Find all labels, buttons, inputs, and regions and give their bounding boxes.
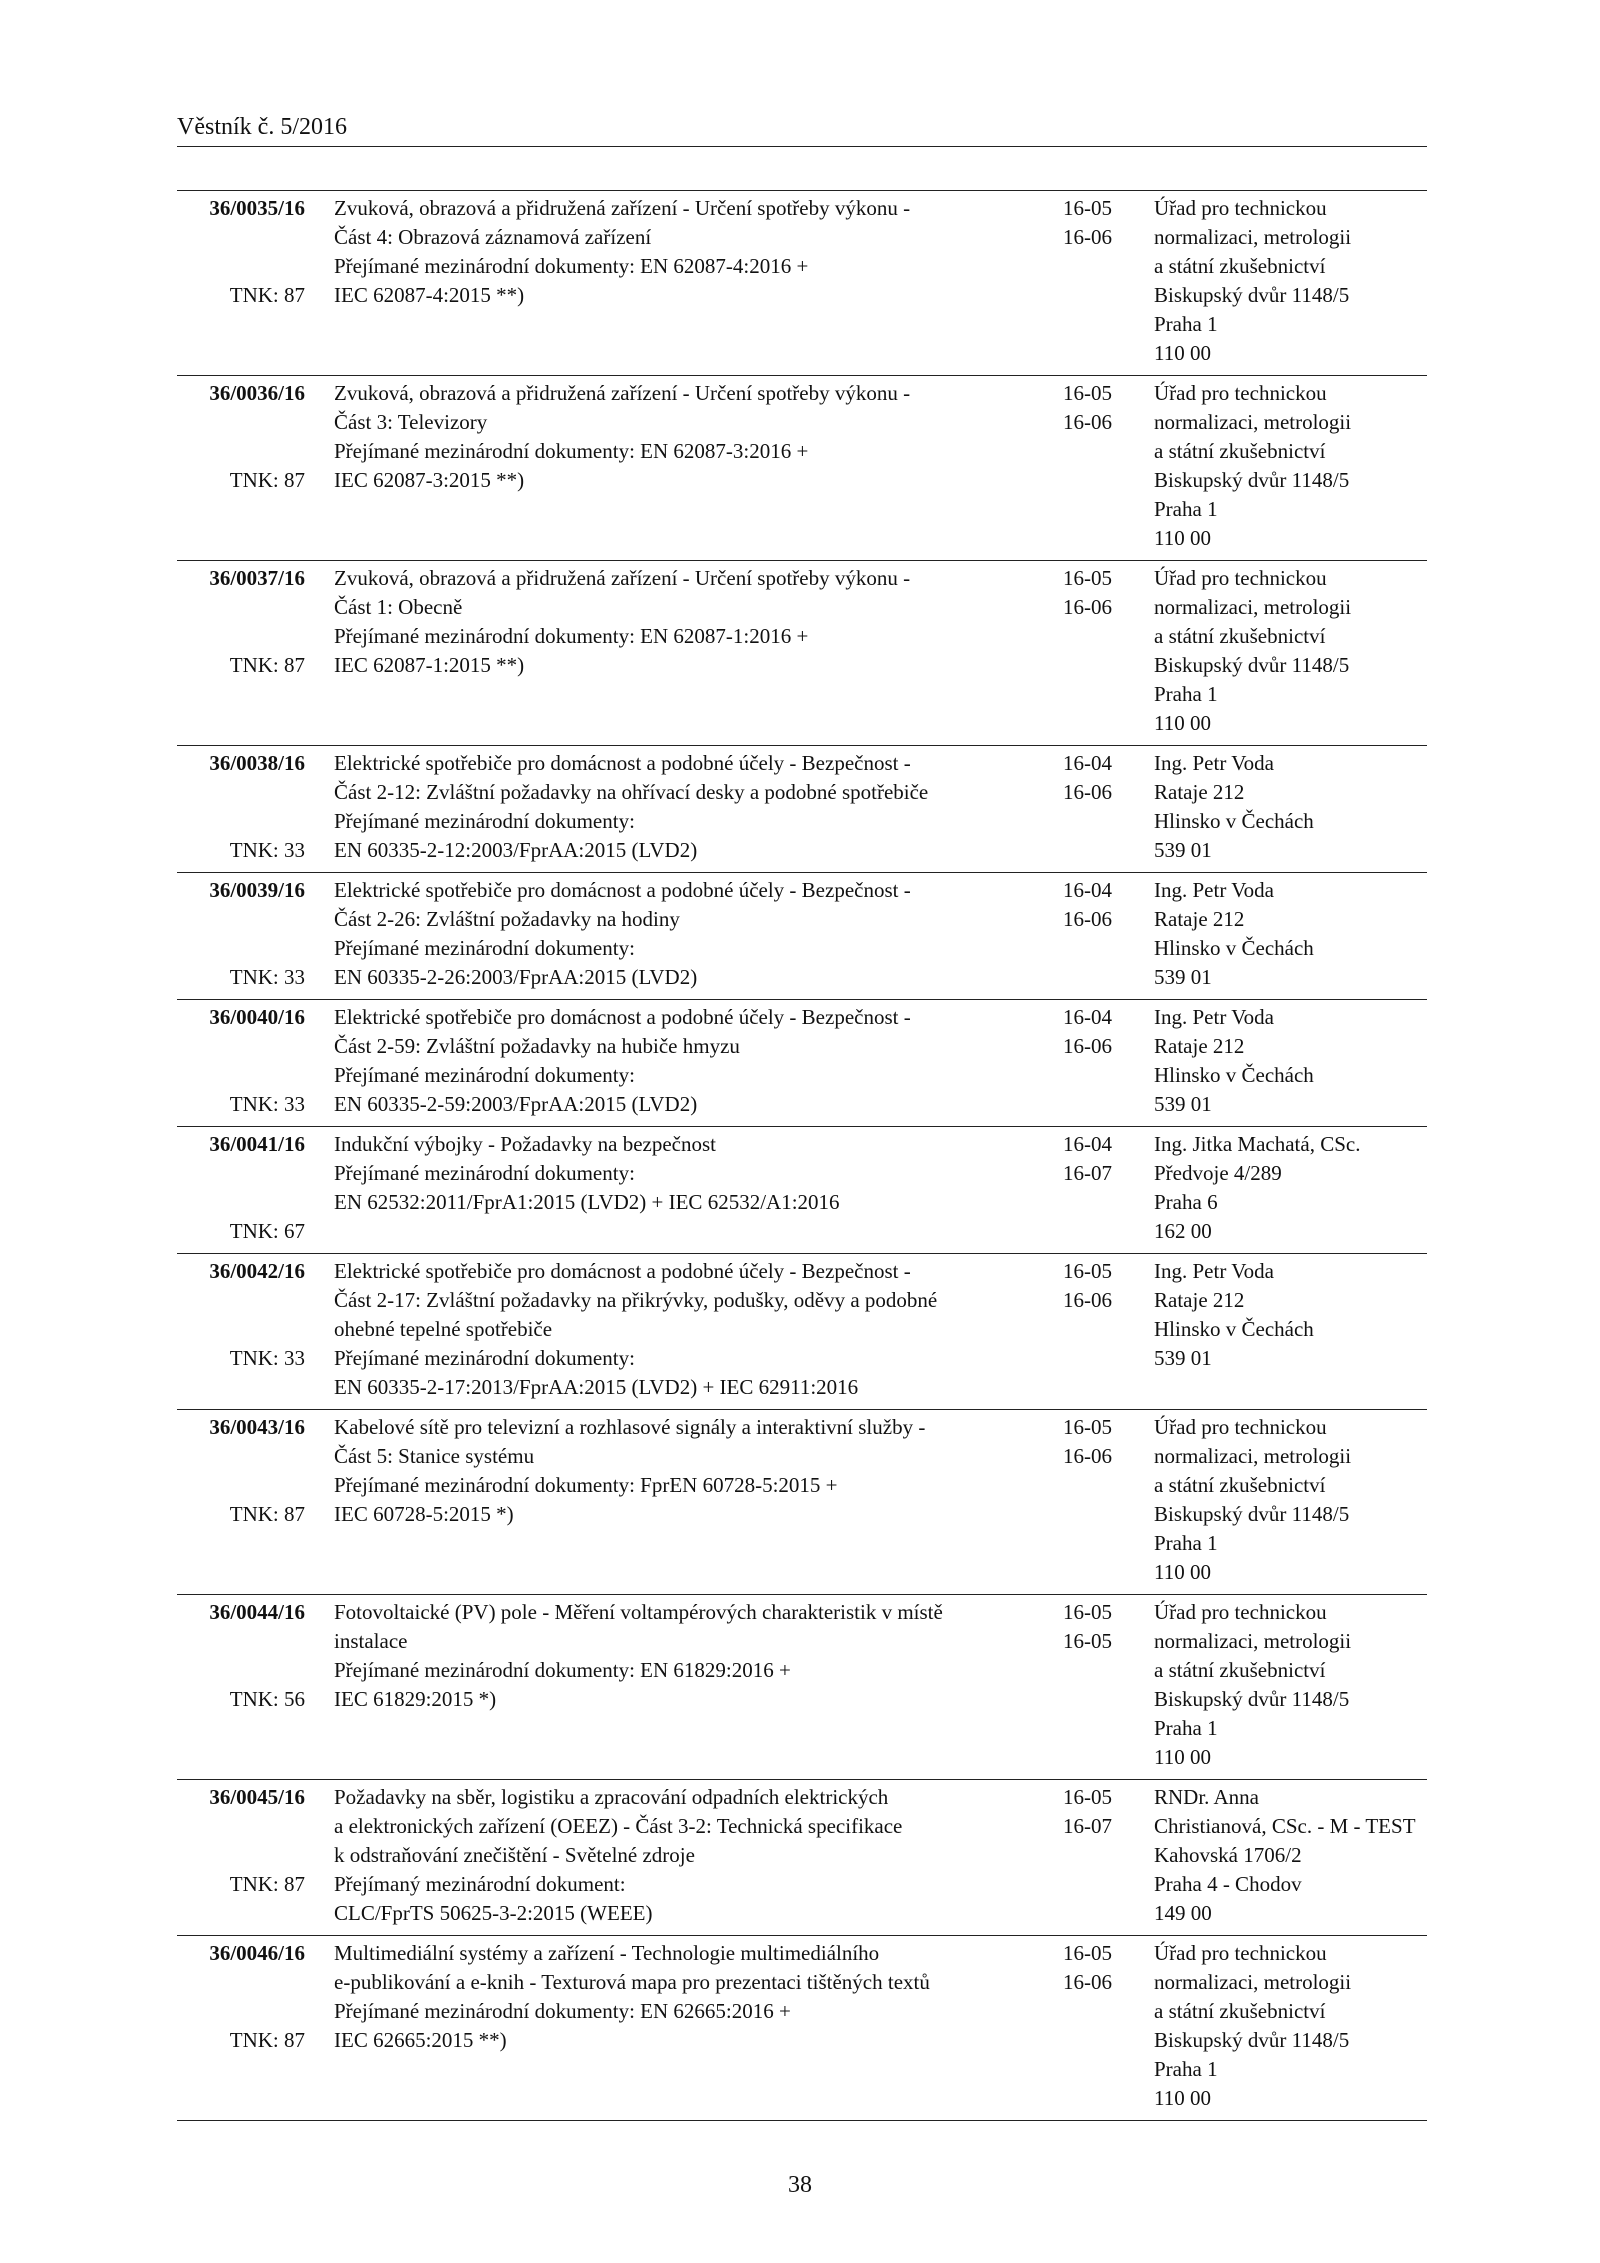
entry-contact-line: RNDr. Anna	[1154, 1785, 1259, 1809]
entry-title-line: Elektrické spotřebiče pro domácnost a podobné účely - Bezpečnost -	[334, 751, 911, 775]
entry-title-line: Přejímané mezinárodní dokumenty: FprEN 60728-5:2015 +	[334, 1473, 838, 1497]
entry-dates	[1063, 1939, 1112, 1997]
entry-number-column	[177, 564, 305, 593]
entry-contact-line: normalizaci, metrologii	[1154, 225, 1352, 249]
entry-dates	[1063, 194, 1112, 252]
entry-date: 16-05	[1063, 1629, 1112, 1653]
entry-title-line: Část 4: Obrazová záznamová zařízení	[334, 225, 652, 249]
standard-entry	[177, 376, 1427, 561]
entry-contact-line: Hlinsko v Čechách	[1154, 1317, 1314, 1341]
entry-contact-line: Praha 1	[1154, 497, 1218, 521]
entry-contact-line: 539 01	[1154, 965, 1212, 989]
entry-title	[334, 876, 1034, 992]
entry-title-line: Část 1: Obecně	[334, 595, 463, 619]
entry-date: 16-06	[1063, 1288, 1112, 1312]
entry-contact-line: Rataje 212	[1154, 780, 1245, 804]
entry-contact-line: Biskupský dvůr 1148/5	[1154, 653, 1350, 677]
entry-date: 16-05	[1063, 196, 1112, 220]
entry-title-line: Přejímané mezinárodní dokumenty:	[334, 1346, 635, 1370]
entry-date: 16-06	[1063, 907, 1112, 931]
entry-title-line: EN 60335-2-17:2013/FprAA:2015 (LVD2) + IEC 62911:2016	[334, 1375, 859, 1399]
entry-title	[334, 194, 1034, 310]
entry-contact-line: a státní zkušebnictví	[1154, 1999, 1326, 2023]
entry-title-line: Část 2-26: Zvláštní požadavky na hodiny	[334, 907, 680, 931]
entry-number: 36/0039/16	[209, 878, 305, 902]
entry-title	[334, 1783, 1034, 1928]
entry-title-line: a elektronických zařízení (OEEZ) - Část 3-2: Technická specifikace	[334, 1814, 903, 1838]
entry-tnk: TNK: 87	[229, 1502, 305, 1526]
entry-title-line: IEC 62087-4:2015 **)	[334, 283, 525, 307]
entry-date: 16-06	[1063, 225, 1112, 249]
entry-contact-line: a státní zkušebnictví	[1154, 254, 1326, 278]
entry-dates	[1063, 1413, 1112, 1471]
entry-dates	[1063, 379, 1112, 437]
entry-contact-line: Praha 1	[1154, 682, 1218, 706]
entry-contact-line: Ing. Petr Voda	[1154, 1005, 1274, 1029]
standard-entry	[177, 561, 1427, 746]
entry-number: 36/0046/16	[209, 1941, 305, 1965]
entry-contact-line: Ing. Petr Voda	[1154, 878, 1274, 902]
entry-contact-line: Biskupský dvůr 1148/5	[1154, 1687, 1350, 1711]
entry-contact-line: Ing. Petr Voda	[1154, 1259, 1274, 1283]
entry-title-line: Část 2-17: Zvláštní požadavky na přikrývky, podušky, oděvy a podobné	[334, 1288, 938, 1312]
entry-tnk: TNK: 87	[229, 283, 305, 307]
entry-number: 36/0035/16	[209, 196, 305, 220]
entry-title-line: IEC 62665:2015 **)	[334, 2028, 507, 2052]
standard-entry	[177, 191, 1427, 376]
entry-date: 16-05	[1063, 1941, 1112, 1965]
entry-title-line: Indukční výbojky - Požadavky na bezpečnost	[334, 1132, 716, 1156]
entry-title	[334, 1598, 1034, 1714]
entry-title-line: Přejímané mezinárodní dokumenty: EN 61829:2016 +	[334, 1658, 791, 1682]
entry-contact-line: Úřad pro technickou	[1154, 381, 1327, 405]
standard-entry	[177, 1936, 1427, 2121]
entry-title-line: IEC 62087-3:2015 **)	[334, 468, 525, 492]
entry-title-line: Přejímané mezinárodní dokumenty: EN 62087-1:2016 +	[334, 624, 809, 648]
entry-contact	[1154, 876, 1314, 992]
entry-date: 16-05	[1063, 1415, 1112, 1439]
entry-tnk: TNK: 87	[229, 653, 305, 677]
entry-number-column	[177, 876, 305, 905]
entry-title-line: Přejímané mezinárodní dokumenty: EN 62087-4:2016 +	[334, 254, 809, 278]
standard-entry	[177, 1595, 1427, 1780]
entry-dates	[1063, 1783, 1112, 1841]
entry-contact-line: Biskupský dvůr 1148/5	[1154, 283, 1350, 307]
entry-contact-line: Kahovská 1706/2	[1154, 1843, 1302, 1867]
entry-title-line: instalace	[334, 1629, 408, 1653]
entry-contact-line: Christianová, CSc. - M - TEST	[1154, 1814, 1416, 1838]
entry-title-line: Část 2-59: Zvláštní požadavky na hubiče hmyzu	[334, 1034, 740, 1058]
entry-title-line: Multimediální systémy a zařízení - Technologie multimediálního	[334, 1941, 880, 1965]
entry-date: 16-06	[1063, 780, 1112, 804]
entry-number-column	[177, 379, 305, 408]
entry-number: 36/0043/16	[209, 1415, 305, 1439]
entry-contact-line: Biskupský dvůr 1148/5	[1154, 2028, 1350, 2052]
entry-title-line: Zvuková, obrazová a přidružená zařízení - Určení spotřeby výkonu -	[334, 196, 911, 220]
entry-contact-line: Ing. Jitka Machatá, CSc.	[1154, 1132, 1361, 1156]
entry-title-line: IEC 62087-1:2015 **)	[334, 653, 525, 677]
entry-title-line: Přejímaný mezinárodní dokument:	[334, 1872, 626, 1896]
standard-entry	[177, 1254, 1427, 1410]
entry-date: 16-05	[1063, 1600, 1112, 1624]
entry-contact-line: 539 01	[1154, 1092, 1212, 1116]
entry-contact	[1154, 1003, 1314, 1119]
entry-contact	[1154, 194, 1351, 368]
entry-number: 36/0038/16	[209, 751, 305, 775]
entry-contact-line: 539 01	[1154, 838, 1212, 862]
entry-title-line: Přejímané mezinárodní dokumenty: EN 62087-3:2016 +	[334, 439, 809, 463]
standard-entry	[177, 1000, 1427, 1127]
entry-contact	[1154, 564, 1351, 738]
entry-contact-line: Úřad pro technickou	[1154, 196, 1327, 220]
entry-contact-line: Rataje 212	[1154, 1034, 1245, 1058]
entry-title	[334, 1257, 1034, 1402]
entry-contact-line: normalizaci, metrologii	[1154, 595, 1352, 619]
entry-date: 16-06	[1063, 410, 1112, 434]
entry-contact-line: Rataje 212	[1154, 1288, 1245, 1312]
entry-contact-line: 149 00	[1154, 1901, 1212, 1925]
entry-date: 16-06	[1063, 1444, 1112, 1468]
entry-contact-line: Ing. Petr Voda	[1154, 751, 1274, 775]
entry-title-line: Zvuková, obrazová a přidružená zařízení - Určení spotřeby výkonu -	[334, 566, 911, 590]
entry-title	[334, 1130, 1034, 1217]
entry-contact-line: 110 00	[1154, 1560, 1211, 1584]
entry-dates	[1063, 1003, 1112, 1061]
entry-title-line: Část 3: Televizory	[334, 410, 488, 434]
entry-contact-line: Praha 6	[1154, 1190, 1218, 1214]
entry-dates	[1063, 876, 1112, 934]
entry-title-line: Fotovoltaické (PV) pole - Měření voltampérových charakteristik v místě	[334, 1600, 943, 1624]
entry-title	[334, 1939, 1034, 2055]
entry-title	[334, 1413, 1034, 1529]
entry-date: 16-06	[1063, 1970, 1112, 1994]
standard-entry	[177, 873, 1427, 1000]
entry-number-column	[177, 1257, 305, 1286]
entry-number-column	[177, 1130, 305, 1159]
entry-title-line: IEC 61829:2015 *)	[334, 1687, 497, 1711]
entry-date: 16-04	[1063, 1132, 1112, 1156]
entry-contact-line: a státní zkušebnictví	[1154, 624, 1326, 648]
entry-tnk: TNK: 67	[229, 1219, 305, 1243]
entry-title-line: k odstraňování znečištění - Světelné zdroje	[334, 1843, 695, 1867]
entry-contact-line: 110 00	[1154, 526, 1211, 550]
header-divider	[177, 146, 1427, 147]
entry-date: 16-05	[1063, 566, 1112, 590]
entry-title	[334, 1003, 1034, 1119]
entry-tnk: TNK: 33	[229, 1346, 305, 1370]
entry-number: 36/0044/16	[209, 1600, 305, 1624]
entry-title	[334, 379, 1034, 495]
entry-contact-line: normalizaci, metrologii	[1154, 410, 1352, 434]
entry-date: 16-05	[1063, 1785, 1112, 1809]
entry-contact-line: normalizaci, metrologii	[1154, 1629, 1352, 1653]
entry-title-line: Přejímané mezinárodní dokumenty:	[334, 936, 635, 960]
entry-contact-line: normalizaci, metrologii	[1154, 1970, 1352, 1994]
entry-contact-line: Úřad pro technickou	[1154, 1941, 1327, 1965]
entry-dates	[1063, 564, 1112, 622]
entry-contact	[1154, 1130, 1360, 1246]
entry-tnk: TNK: 33	[229, 965, 305, 989]
entry-number: 36/0045/16	[209, 1785, 305, 1809]
entry-title-line: IEC 60728-5:2015 *)	[334, 1502, 514, 1526]
entry-date: 16-07	[1063, 1814, 1112, 1838]
standard-entry	[177, 1780, 1427, 1936]
entry-date: 16-07	[1063, 1161, 1112, 1185]
entry-contact-line: Rataje 212	[1154, 907, 1245, 931]
entry-contact	[1154, 749, 1314, 865]
entry-number-column	[177, 1939, 305, 1968]
entry-tnk: TNK: 87	[229, 1872, 305, 1896]
entry-contact-line: a státní zkušebnictví	[1154, 439, 1326, 463]
entry-title-line: e-publikování a e-knih - Texturová mapa pro prezentaci tištěných textů	[334, 1970, 930, 1994]
entry-contact-line: Úřad pro technickou	[1154, 566, 1327, 590]
entry-contact-line: a státní zkušebnictví	[1154, 1658, 1326, 1682]
entry-contact-line: Biskupský dvůr 1148/5	[1154, 468, 1350, 492]
entry-contact-line: Praha 1	[1154, 1531, 1218, 1555]
entry-title-line: EN 60335-2-12:2003/FprAA:2015 (LVD2)	[334, 838, 698, 862]
entry-contact-line: Biskupský dvůr 1148/5	[1154, 1502, 1350, 1526]
entry-contact	[1154, 1413, 1351, 1587]
entry-title-line: EN 60335-2-26:2003/FprAA:2015 (LVD2)	[334, 965, 698, 989]
entry-contact-line: Úřad pro technickou	[1154, 1600, 1327, 1624]
entry-number-column	[177, 1783, 305, 1812]
entry-contact-line: 110 00	[1154, 1745, 1211, 1769]
entry-date: 16-05	[1063, 1259, 1112, 1283]
entry-title-line: Přejímané mezinárodní dokumenty:	[334, 1161, 635, 1185]
entry-dates	[1063, 1130, 1112, 1188]
entry-date: 16-06	[1063, 1034, 1112, 1058]
entry-dates	[1063, 749, 1112, 807]
entry-title-line: ohebné tepelné spotřebiče	[334, 1317, 553, 1341]
entry-tnk: TNK: 33	[229, 838, 305, 862]
entry-contact-line: 110 00	[1154, 2086, 1211, 2110]
entry-tnk: TNK: 56	[229, 1687, 305, 1711]
entry-contact	[1154, 1598, 1351, 1772]
page-number: 38	[788, 2172, 812, 2198]
entry-number-column	[177, 1413, 305, 1442]
entry-number: 36/0037/16	[209, 566, 305, 590]
entry-contact-line: normalizaci, metrologii	[1154, 1444, 1352, 1468]
entry-number: 36/0042/16	[209, 1259, 305, 1283]
entry-contact-line: Hlinsko v Čechách	[1154, 809, 1314, 833]
entry-date: 16-04	[1063, 751, 1112, 775]
entry-title-line: Část 5: Stanice systému	[334, 1444, 535, 1468]
entry-contact-line: 539 01	[1154, 1346, 1212, 1370]
entry-title-line: Kabelové sítě pro televizní a rozhlasové signály a interaktivní služby -	[334, 1415, 926, 1439]
entry-title-line: Přejímané mezinárodní dokumenty: EN 62665:2016 +	[334, 1999, 791, 2023]
entry-title	[334, 749, 1034, 865]
entry-title-line: CLC/FprTS 50625-3-2:2015 (WEEE)	[334, 1901, 653, 1925]
entry-contact-line: Praha 1	[1154, 312, 1218, 336]
entry-number-column	[177, 749, 305, 778]
entry-title-line: Část 2-12: Zvláštní požadavky na ohřívací desky a podobné spotřebiče	[334, 780, 929, 804]
entry-title-line: Elektrické spotřebiče pro domácnost a podobné účely - Bezpečnost -	[334, 878, 911, 902]
entry-number: 36/0036/16	[209, 381, 305, 405]
entry-title-line: Požadavky na sběr, logistiku a zpracování odpadních elektrických	[334, 1785, 889, 1809]
entry-date: 16-05	[1063, 381, 1112, 405]
entry-contact-line: Hlinsko v Čechách	[1154, 936, 1314, 960]
entry-contact-line: Předvoje 4/289	[1154, 1161, 1282, 1185]
entry-contact-line: Praha 4 - Chodov	[1154, 1872, 1302, 1896]
entry-contact-line: Hlinsko v Čechách	[1154, 1063, 1314, 1087]
entry-title-line: Zvuková, obrazová a přidružená zařízení - Určení spotřeby výkonu -	[334, 381, 911, 405]
entry-number-column	[177, 194, 305, 223]
page-header: Věstník č. 5/2016	[177, 114, 347, 140]
entry-number: 36/0040/16	[209, 1005, 305, 1029]
entry-contact	[1154, 379, 1351, 553]
entry-contact	[1154, 1257, 1314, 1373]
standards-list	[177, 190, 1427, 2121]
entry-contact-line: Praha 1	[1154, 1716, 1218, 1740]
entry-title-line: EN 62532:2011/FprA1:2015 (LVD2) + IEC 62532/A1:2016	[334, 1190, 840, 1214]
entry-number-column	[177, 1003, 305, 1032]
entry-number-column	[177, 1598, 305, 1627]
entry-tnk: TNK: 87	[229, 468, 305, 492]
entry-tnk: TNK: 87	[229, 2028, 305, 2052]
entry-title-line: Přejímané mezinárodní dokumenty:	[334, 1063, 635, 1087]
entry-date: 16-04	[1063, 878, 1112, 902]
entry-contact-line: Praha 1	[1154, 2057, 1218, 2081]
entry-dates	[1063, 1598, 1112, 1656]
entry-contact-line: a státní zkušebnictví	[1154, 1473, 1326, 1497]
entry-contact-line: 162 00	[1154, 1219, 1212, 1243]
standard-entry	[177, 1410, 1427, 1595]
entry-title	[334, 564, 1034, 680]
entry-contact-line: Úřad pro technickou	[1154, 1415, 1327, 1439]
entry-title-line: Elektrické spotřebiče pro domácnost a podobné účely - Bezpečnost -	[334, 1259, 911, 1283]
standard-entry	[177, 1127, 1427, 1254]
entry-tnk: TNK: 33	[229, 1092, 305, 1116]
entry-contact	[1154, 1939, 1351, 2113]
entry-title-line: Elektrické spotřebiče pro domácnost a podobné účely - Bezpečnost -	[334, 1005, 911, 1029]
entry-contact-line: 110 00	[1154, 341, 1211, 365]
entry-contact	[1154, 1783, 1416, 1928]
entry-date: 16-04	[1063, 1005, 1112, 1029]
entry-dates	[1063, 1257, 1112, 1315]
entry-date: 16-06	[1063, 595, 1112, 619]
entry-contact-line: 110 00	[1154, 711, 1211, 735]
entry-title-line: Přejímané mezinárodní dokumenty:	[334, 809, 635, 833]
standard-entry	[177, 746, 1427, 873]
entry-title-line: EN 60335-2-59:2003/FprAA:2015 (LVD2)	[334, 1092, 698, 1116]
entry-number: 36/0041/16	[209, 1132, 305, 1156]
